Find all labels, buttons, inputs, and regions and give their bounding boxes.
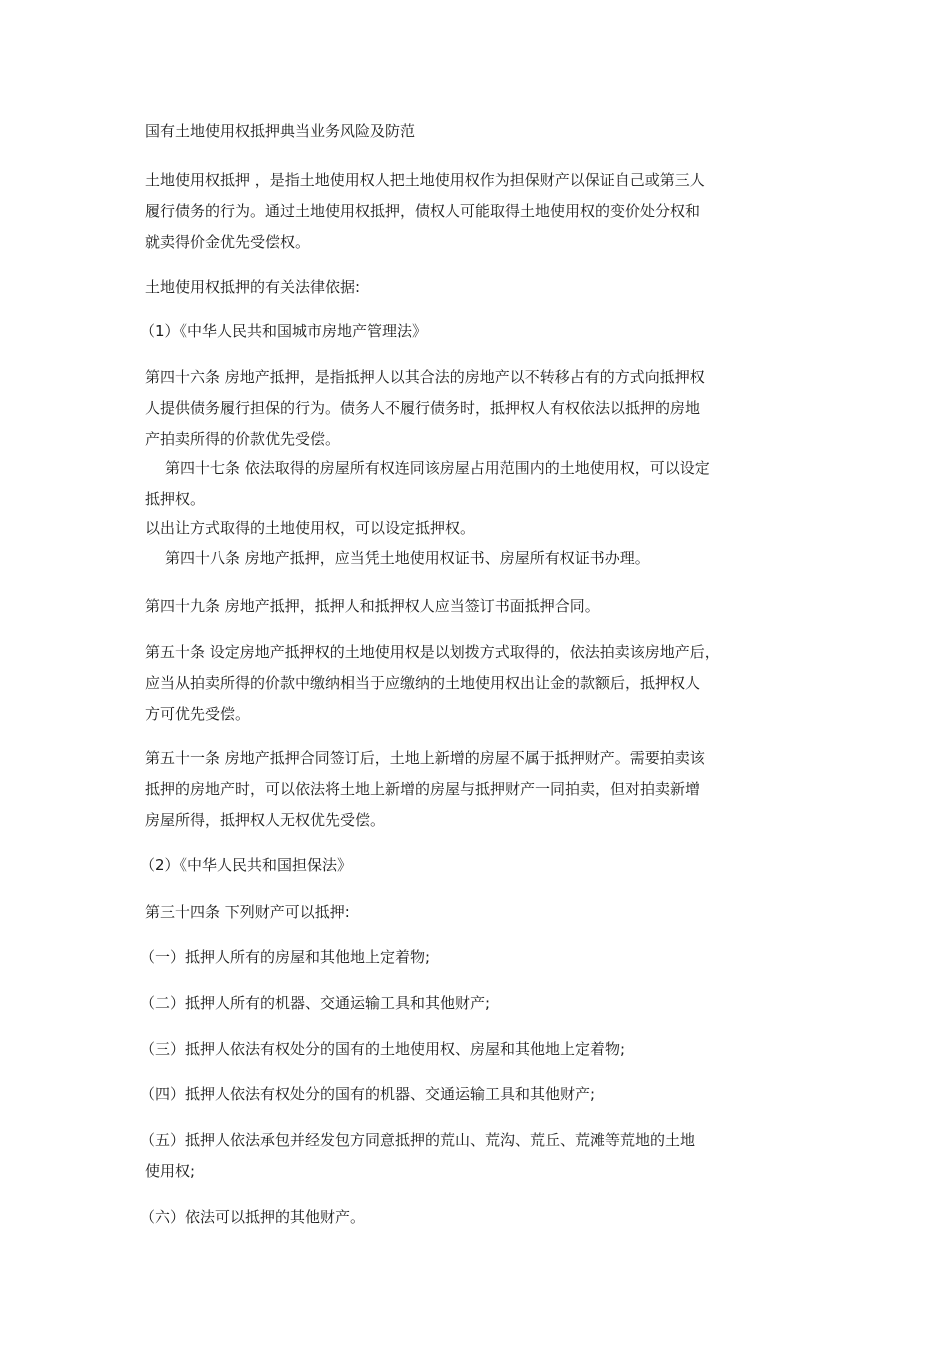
article-line: 应当从拍卖所得的价款中缴纳相当于应缴纳的土地使用权出让金的款额后，抵押权人 bbox=[145, 674, 701, 692]
article-47 bbox=[145, 453, 710, 542]
article-line: 抵押权。 bbox=[145, 490, 206, 508]
article-line: 第五十一条 房地产抵押合同签订后，土地上新增的房屋不属于抵押财产。需要拍卖该 bbox=[145, 749, 705, 767]
definition-line: 就卖得价金优先受偿权。 bbox=[145, 233, 311, 251]
list-item: （二）抵押人所有的机器、交通运输工具和其他财产; bbox=[140, 994, 491, 1012]
article-line: 产拍卖所得的价款优先受偿。 bbox=[145, 430, 341, 448]
list-item: （一）抵押人所有的房屋和其他地上定着物; bbox=[140, 948, 431, 966]
article-line: 第四十六条 房地产抵押，是指抵押人以其合法的房地产以不转移占有的方式向抵押权 bbox=[145, 368, 705, 386]
list-item-line: 使用权; bbox=[145, 1162, 196, 1180]
article-line: 以出让方式取得的土地使用权，可以设定抵押权。 bbox=[145, 519, 476, 537]
article-line: 方可优先受偿。 bbox=[145, 705, 251, 723]
article-line: 抵押的房地产时，可以依法将土地上新增的房屋与抵押财产一同拍卖，但对拍卖新增 bbox=[145, 780, 701, 798]
list-item-multiline bbox=[140, 1125, 695, 1187]
law1-heading: （1）《中华人民共和国城市房地产管理法》 bbox=[140, 322, 428, 340]
definition-paragraph bbox=[145, 165, 705, 258]
article-49: 第四十九条 房地产抵押，抵押人和抵押权人应当签订书面抵押合同。 bbox=[145, 597, 600, 615]
article-line: 第五十条 设定房地产抵押权的土地使用权是以划拨方式取得的，依法拍卖该房地产后， bbox=[145, 643, 720, 661]
article-line: 房屋所得，抵押权人无权优先受偿。 bbox=[145, 811, 386, 829]
article-46 bbox=[145, 362, 705, 455]
law2-heading: （2）《中华人民共和国担保法》 bbox=[140, 856, 353, 874]
article-line: 第四十七条 依法取得的房屋所有权连同该房屋占用范围内的土地使用权，可以设定 bbox=[165, 459, 710, 477]
article-line: 人提供债务履行担保的行为。债务人不履行债务时，抵押权人有权依法以抵押的房地 bbox=[145, 399, 701, 417]
list-item: （六）依法可以抵押的其他财产。 bbox=[140, 1208, 366, 1226]
definition-line: 土地使用权抵押 ，是指土地使用权人把土地使用权作为担保财产以保证自己或第三人 bbox=[145, 171, 705, 189]
article-51 bbox=[145, 743, 705, 836]
article-34: 第三十四条 下列财产可以抵押: bbox=[145, 903, 350, 921]
definition-line: 履行债务的行为。通过土地使用权抵押，债权人可能取得土地使用权的变价处分权和 bbox=[145, 202, 701, 220]
list-item: （四）抵押人依法有权处分的国有的机器、交通运输工具和其他财产; bbox=[140, 1085, 596, 1103]
list-item-line: （五）抵押人依法承包并经发包方同意抵押的荒山、荒沟、荒丘、荒滩等荒地的土地 bbox=[140, 1131, 696, 1149]
article-50 bbox=[145, 637, 720, 730]
document-title: 国有土地使用权抵押典当业务风险及防范 bbox=[145, 122, 416, 140]
legal-basis-heading: 土地使用权抵押的有关法律依据: bbox=[145, 278, 361, 296]
list-item: （三）抵押人依法有权处分的国有的土地使用权、房屋和其他地上定着物; bbox=[140, 1040, 626, 1058]
article-48: 第四十八条 房地产抵押，应当凭土地使用权证书、房屋所有权证书办理。 bbox=[165, 549, 650, 567]
